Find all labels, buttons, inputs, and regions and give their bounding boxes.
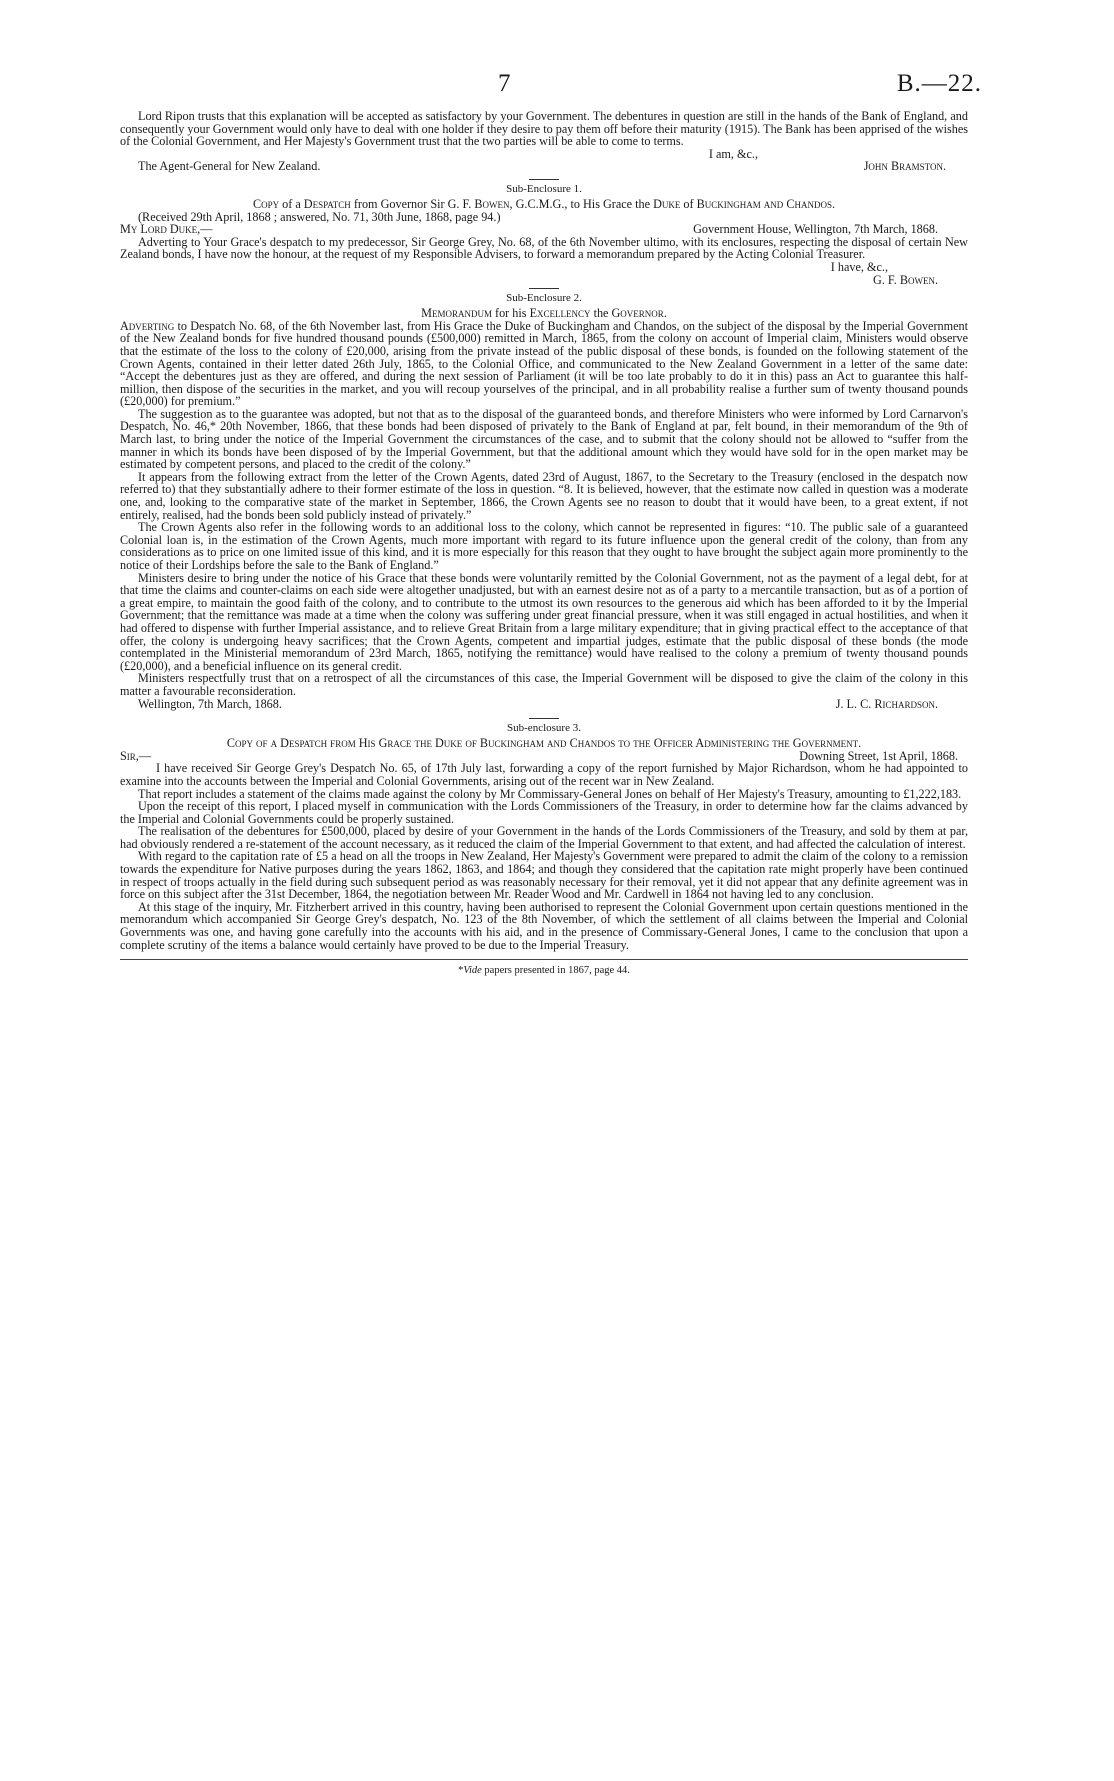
sub1-title-part: Duke (653, 196, 681, 211)
document-page (120, 70, 982, 977)
intro-closing: I am, &c., (708, 146, 758, 161)
sub3-paragraph-1: I have received Sir George Grey's Despatch No. 65, of 17th July last, forwarding a copy of the report furnished by Major Richardson, whom he had appointed to examine into the accounts between the Imperial and Colonial Governments, arising out of the recent war in New Zealand. (120, 761, 968, 788)
footnote-text: papers presented in 1867, page 44. (481, 965, 630, 977)
sub2-place-date: Wellington, 7th March, 1868. (138, 696, 282, 711)
sub1-title-part: of a (279, 196, 304, 211)
sub1-signature: G. F. Bowen. (873, 272, 938, 287)
sub1-title-part: of (680, 196, 697, 211)
page-header (120, 70, 982, 110)
sub2-title-part: the (590, 306, 612, 321)
footnote-rule (120, 959, 968, 960)
sub1-salutation: My Lord Duke,— (120, 222, 213, 237)
sub3-paragraph-4: The realisation of the debentures for £500,000, placed by desire of your Government in the hands of the Lords Commissioners of the Treasury, and sold by them at par, had obviously rendered a re-statement of the account necessary, as it reduced the claim of the Imperial Government to that extent, and had affected the calculation of interest. (120, 824, 968, 851)
divider (529, 288, 559, 289)
sub-enclosure-3 (120, 722, 968, 951)
intro-section (120, 110, 968, 173)
sub1-title-part: . (831, 196, 836, 211)
sub2-paragraph-4: The Crown Agents also refer in the following words to an additional loss to the colony, which cannot be represented in figures: “10. The public sale of a guaranteed Colonial loan is, in the estimation of the Crown Agents, much more important with regard to its future influence upon the general credit of the colony, than from any considerations as to price on one limited issue of this kind, and it is more especially for this reason that they ought to have brought the subject again more prominently to the notice of their Lordships before the sale to the Bank of England.” (120, 520, 968, 572)
sub2-title-part: for his (491, 306, 530, 321)
sub1-title-part: from Governor Sir G. F. (350, 196, 475, 211)
sub1-title-part: Despatch (303, 196, 351, 211)
sub3-heading: Sub-enclosure 3. (507, 722, 581, 735)
sub1-title-part: Copy (252, 196, 280, 211)
sub2-paragraph-6: Ministers respectfully trust that on a retrospect of all the circumstances of this case, the Imperial Government will be disposed to give the claim of the colony in this matter a favourable reconsideration. (120, 671, 968, 698)
sub2-signature: J. L. C. Richardson. (835, 696, 938, 711)
sub1-heading: Sub-Enclosure 1. (506, 182, 582, 195)
sub1-closing: I have, &c., (830, 259, 888, 274)
divider (529, 179, 559, 180)
sub3-place-date: Downing Street, 1st April, 1868. (799, 748, 958, 763)
intro-paragraph: Lord Ripon trusts that this explanation will be accepted as satisfactory by your Government. The debentures in question are still in the hands of the Bank of England, and consequently your Government would only have to deal with one holder if they desire to pay them off before their maturity (1915). The Bank has been apprised of the wishes of the Colonial Government, and Her Majesty's Government trust that the two parties will be able to come to terms. (120, 109, 968, 149)
sub3-paragraph-6: At this stage of the inquiry, Mr. Fitzherbert arrived in this country, having been authorised to represent the Colonial Government upon certain questions mentioned in the memorandum which accompanied Sir George Grey's despatch, No. 123 of the 8th November, of which the settlement of all claims between the Imperial and Colonial Governments was one, and having gone carefully into the accounts with his aid, and in the presence of Commissary-General Jones, I came to the conclusion that upon a complete scrutiny of the items a balance would certainly have proved to be due to the Imperial Treasury. (120, 899, 968, 952)
sub3-salutation: Sir,— (120, 748, 152, 763)
sub3-paragraph-5: With regard to the capitation rate of £5 a head on all the troops in New Zealand, Her Majesty's Government were prepared to admit the claim of the colony to a remission towards the expenditure for Native purposes during the years 1862, 1863, and 1864; and though they considered that the capitation rate might properly have been continued in respect of troops actually in the field during such subsequent period as was reasonably necessary for their removal, yet it did not appear that any definite agreement was in force on this subject after the 31st December, 1864, the negotiation between Mr. Reader Wood and Mr. Cardwell in 1864 not having led to any conclusion. (120, 849, 968, 902)
sub3-paragraph-3: Upon the receipt of this report, I placed myself in communication with the Lords Commissioners of the Treasury, in order to determine how far the claims advanced by the Imperial and Colonial Governments could be properly sustained. (120, 799, 968, 826)
sub2-lead-word: Adverting (120, 318, 175, 333)
sub2-paragraph-3: It appears from the following extract from the letter of the Crown Agents, dated 23rd of August, 1867, to the Secretary to the Treasury (enclosed in the despatch now referred to) that they substantially adhere to their former estimate of the loss in question. “8. It is believed, however, that the estimate now called in question was a moderate one, and, looking to the comparative state of the market in September, 1866, the Crown Agents see no reason to doubt that it would have been, to a great extent, if not entirely, realised, had the bonds been sold publicly instead of privately.” (120, 469, 968, 522)
sub2-paragraph-5: Ministers desire to bring under the notice of his Grace that these bonds were voluntarily remitted by the Colonial Government, not as the payment of a legal debt, for at that time the claims and counter-claims on each side were altogether unadjusted, but with an earnest desire not as of a party to a mercantile transaction, but as of a portion of a great empire, to maintain the good faith of the colony, and to contribute to the utmost its own resources to the generous aid which has been afforded to it by the Imperial Government; that the remittance was made at a time when the colony was suffering under great financial pressure, when it was still engaged in actual hostilities, and when it had offered to dispense with further Imperial assistance, and to relieve Great Britain from a large military expenditure; that in giving practical effect to the acceptance of that offer, the colony is undergoing heavy sacrifices; that the Crown Agents, competent and impartial judges, estimate that the public disposal of these bonds (the mode contemplated in the Ministerial memorandum of 23rd March, 1865, notifying the remittance) would have realised to the colony a premium of twenty thousand pounds (£20,000), and a beneficial influence on its general credit. (120, 570, 968, 673)
document-reference: B.—22. (896, 70, 982, 97)
sub1-place-date: Government House, Wellington, 7th March, 1868. (693, 222, 938, 237)
intro-sign-row (120, 160, 968, 173)
intro-signature: John Bramston. (863, 159, 946, 174)
sub2-sign-row (120, 698, 968, 711)
sub1-title-part: , G.C.M.G., to His Grace the (509, 196, 654, 211)
footnote-vide: Vide (463, 965, 482, 977)
sub1-title (120, 198, 968, 211)
sub2-paragraph-2: The suggestion as to the guarantee was adopted, but not that as to the disposal of the guaranteed bonds, and therefore Ministers who were informed by Lord Carnarvon's Despatch, No. 46,* 20th November, 1866, that these bonds had been disposed of privately to the Bank of England at par, felt bound, in their memorandum of the 9th of March last, to bring under the notice of the Imperial Government the circumstances of the case, and to submit that the colony should not be allowed to “suffer from the manner in which its bonds have been disposed of by the Imperial Government, but that the additional amount which they would have sold for in the open market may be estimated by competent persons, and placed to the credit of the colony.” (120, 406, 968, 472)
sub1-body: Adverting to Your Grace's despatch to my predecessor, Sir George Grey, No. 68, of the 6th November ultimo, with its enclosures, respecting the disposal of certain New Zealand bonds, I have now the honour, at the request of my Responsible Advisers, to forward a memorandum prepared by the Acting Colonial Treasurer. (120, 234, 968, 262)
sub1-title-part: Buckingham and Chandos (696, 196, 832, 211)
sub-enclosure-1 (120, 183, 968, 286)
sub2-title-part: Governor (611, 306, 664, 321)
sub1-title-part: Bowen (474, 196, 510, 211)
divider (529, 718, 559, 719)
footnote (120, 964, 968, 977)
sub2-paragraph-1 (120, 320, 968, 408)
sub2-title-part: Memorandum (421, 306, 492, 321)
sub2-title-part: Excellency (529, 306, 591, 321)
sub2-p1-text: to Despatch No. 68, of the 6th November last, from His Grace the Duke of Buckingham and Chandos, on the subject of the disposal by the Imperial Government of the New Zealand bonds for five hundred thousand pounds (£500,000) remitted in March, 1865, from the colony on account of Imperial claim, Ministers would observe that the estimate of the loss to the colony of £20,000, arising from the private instead of the public disposal of these bonds, is founded on the following statement of the Crown Agents, contained in their letter dated 26th July, 1865, to the Colonial Office, and communicated to the New Zealand Government in a letter of the same date: “Accept the debentures just as they are offered, and during the next session of Parliament (it will be too late probably to do it in this) pass an Act to guarantee this half-million, then dispose of the securities in the market, and you will recoup yourselves of the principal, and in all probability realise a further sum of twenty thousand pounds (£20,000) for premium.” (120, 318, 968, 409)
sub1-received: (Received 29th April, 1868 ; answered, No. 71, 30th June, 1868, page 94.) (138, 209, 501, 224)
sub3-title: Copy of a Despatch from His Grace the Duke of Buckingham and Chandos to the Officer Administering the Government. (226, 736, 862, 751)
sub3-paragraph-2: That report includes a statement of the claims made against the colony by Mr Commissary-General Jones on behalf of Her Majesty's Treasury, amounting to £1,222,183. (138, 786, 962, 801)
page-number: 7 (498, 70, 511, 97)
intro-addressee: The Agent-General for New Zealand. (138, 159, 321, 174)
sub1-salutation-row (120, 223, 968, 236)
sub-enclosure-2 (120, 292, 968, 710)
sub2-heading: Sub-Enclosure 2. (506, 292, 582, 305)
sub2-title-part: . (663, 306, 667, 321)
footnote-mark: * (458, 965, 464, 977)
